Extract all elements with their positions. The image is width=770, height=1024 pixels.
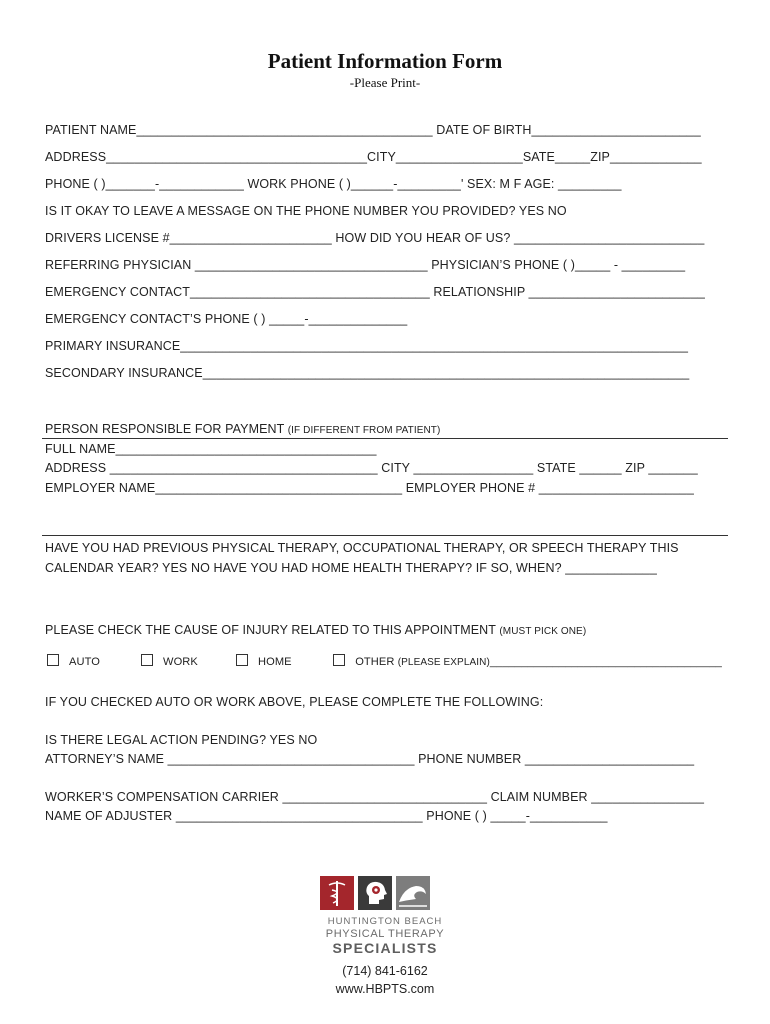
section-divider bbox=[42, 535, 728, 536]
checkbox-icon[interactable] bbox=[141, 654, 153, 666]
drivers-license-line[interactable]: DRIVERS LICENSE #_______________________ HOW DID YOU HEAR OF US? ___________________________ bbox=[45, 231, 705, 245]
other-explain-field[interactable]: _____________________________________ bbox=[489, 656, 722, 668]
option-work[interactable] bbox=[141, 654, 236, 670]
option-home-label: HOME bbox=[258, 656, 292, 668]
legal-action-line[interactable]: IS THERE LEGAL ACTION PENDING? YES NO bbox=[45, 733, 318, 747]
logo-line-1: HUNTINGTON BEACH bbox=[327, 916, 443, 927]
message-consent-line[interactable]: IS IT OKAY TO LEAVE A MESSAGE ON THE PHONE NUMBER YOU PROVIDED? YES NO bbox=[45, 204, 567, 218]
form-subtitle: -Please Print- bbox=[349, 75, 421, 90]
option-other[interactable] bbox=[330, 656, 722, 668]
payment-heading-text: PERSON RESPONSIBLE FOR PAYMENT bbox=[45, 422, 285, 436]
therapy-question-line-1: HAVE YOU HAD PREVIOUS PHYSICAL THERAPY, OCCUPATIONAL THERAPY, OR SPEECH THERAPY THIS bbox=[45, 541, 679, 555]
full-name-line[interactable]: FULL NAME_____________________________________ bbox=[45, 442, 377, 456]
option-auto[interactable] bbox=[47, 654, 141, 670]
injury-heading bbox=[45, 623, 586, 639]
payment-address-line[interactable]: ADDRESS ______________________________________ CITY _________________ STATE ______ ZIP _______ bbox=[45, 461, 698, 475]
secondary-insurance-line[interactable]: SECONDARY INSURANCE_____________________________________________________________________ bbox=[45, 366, 690, 380]
caduceus-icon bbox=[320, 876, 354, 910]
checkbox-icon[interactable] bbox=[236, 654, 248, 666]
form-title: Patient Information Form bbox=[267, 49, 503, 73]
checkbox-icon[interactable] bbox=[333, 654, 345, 666]
phone-line[interactable]: PHONE ( )_______-____________ WORK PHONE ( )______-_________' SEX: M F AGE: _________ bbox=[45, 177, 622, 191]
option-work-label: WORK bbox=[163, 656, 198, 668]
patient-name-line[interactable]: PATIENT NAME__________________________________________ DATE OF BIRTH________________________ bbox=[45, 123, 701, 137]
option-auto-label: AUTO bbox=[69, 656, 101, 668]
therapy-question-line-2[interactable]: CALENDAR YEAR? YES NO HAVE YOU HAD HOME HEALTH THERAPY? IF SO, WHEN? _____________ bbox=[45, 561, 657, 575]
checkbox-icon[interactable] bbox=[47, 654, 59, 666]
injury-heading-note: (MUST PICK ONE) bbox=[499, 626, 587, 637]
referring-physician-line[interactable]: REFERRING PHYSICIAN _________________________________ PHYSICIAN’S PHONE ( )_____ - _________ bbox=[45, 258, 686, 272]
option-home[interactable] bbox=[236, 654, 330, 670]
followup-heading: IF YOU CHECKED AUTO OR WORK ABOVE, PLEASE COMPLETE THE FOLLOWING: bbox=[45, 695, 544, 709]
footer-phone: (714) 841-6162 bbox=[342, 964, 428, 978]
primary-insurance-line[interactable]: PRIMARY INSURANCE________________________________________________________________________ bbox=[45, 339, 689, 353]
logo-line-2: PHYSICAL THERAPY bbox=[325, 928, 445, 940]
emergency-contact-line[interactable]: EMERGENCY CONTACT__________________________________ RELATIONSHIP _________________________ bbox=[45, 285, 705, 299]
emergency-phone-line[interactable]: EMERGENCY CONTACT’S PHONE ( ) _____-______________ bbox=[45, 312, 408, 326]
wave-icon bbox=[396, 876, 430, 910]
footer-website[interactable]: www.HBPTS.com bbox=[335, 982, 435, 996]
payment-divider bbox=[42, 438, 728, 439]
head-profile-icon bbox=[358, 876, 392, 910]
payment-heading-note: (IF DIFFERENT FROM PATIENT) bbox=[287, 425, 441, 436]
option-other-note: (PLEASE EXPLAIN) bbox=[397, 657, 490, 668]
logo-line-3: SPECIALISTS bbox=[332, 940, 438, 956]
option-other-label: OTHER bbox=[355, 656, 395, 668]
injury-options bbox=[47, 654, 722, 670]
employer-line[interactable]: EMPLOYER NAME___________________________________ EMPLOYER PHONE # ______________________ bbox=[45, 481, 694, 495]
address-line[interactable]: ADDRESS_____________________________________CITY__________________SATE_____ZIP_____________ bbox=[45, 150, 702, 164]
attorney-line[interactable]: ATTORNEY’S NAME ___________________________________ PHONE NUMBER ________________________ bbox=[45, 752, 695, 766]
payment-heading bbox=[45, 422, 440, 438]
injury-heading-text: PLEASE CHECK THE CAUSE OF INJURY RELATED TO THIS APPOINTMENT bbox=[45, 623, 496, 637]
workers-comp-line[interactable]: WORKER’S COMPENSATION CARRIER _____________________________ CLAIM NUMBER ________________ bbox=[45, 790, 705, 804]
adjuster-line[interactable]: NAME OF ADJUSTER ___________________________________ PHONE ( ) _____-___________ bbox=[45, 809, 608, 823]
